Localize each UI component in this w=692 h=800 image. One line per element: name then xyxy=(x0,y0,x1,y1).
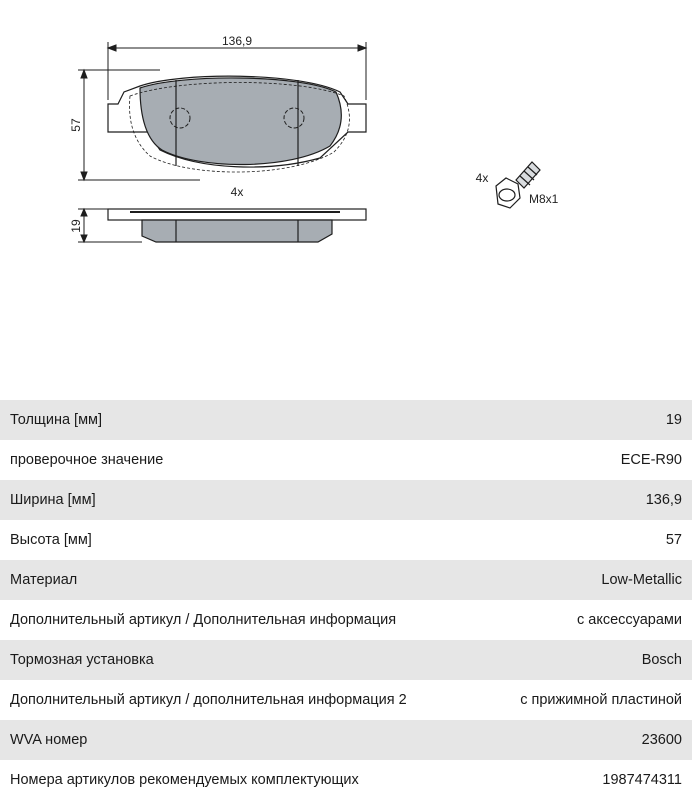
thickness-dimension-label: 19 xyxy=(69,219,83,233)
spec-value: Low-Metallic xyxy=(601,572,682,588)
spec-row-thickness xyxy=(0,400,692,440)
spec-label: Толщина [мм] xyxy=(10,412,103,428)
spec-row-height xyxy=(0,520,692,560)
spec-label: Номера артикулов рекомендуемых комплектующих xyxy=(10,772,359,788)
spec-value: 19 xyxy=(665,412,682,428)
spec-row-additional-info-2 xyxy=(0,680,692,720)
spec-label: Ширина [мм] xyxy=(10,492,96,508)
specifications-table xyxy=(0,400,692,800)
height-dimension-label: 57 xyxy=(69,118,83,132)
spec-value: 57 xyxy=(665,532,682,548)
spec-label: проверочное значение xyxy=(10,452,164,468)
spec-label: Дополнительный артикул / дополнительная информация 2 xyxy=(10,692,407,708)
spec-row-material xyxy=(0,560,692,600)
spec-value: с аксессуарами xyxy=(576,612,682,628)
spec-value: 136,9 xyxy=(645,492,682,508)
spec-value: 1987474311 xyxy=(602,772,682,788)
spec-row-width xyxy=(0,480,692,520)
spec-value: ECE-R90 xyxy=(620,452,682,468)
friction-pad-front xyxy=(140,78,341,165)
friction-pad-side xyxy=(142,220,332,242)
pad-quantity-label: 4x xyxy=(230,185,244,199)
spec-label: Высота [мм] xyxy=(10,532,92,548)
spec-value: 23600 xyxy=(641,732,682,748)
spec-label: Дополнительный артикул / Дополнительная информация xyxy=(10,612,397,628)
spec-row-recommended-parts xyxy=(0,760,692,800)
backing-plate-side xyxy=(108,209,366,220)
spec-row-brake-system xyxy=(0,640,692,680)
spec-value: с прижимной пластиной xyxy=(520,692,682,708)
spec-value: Bosch xyxy=(641,652,682,668)
bolt-quantity-label: 4x xyxy=(475,171,489,185)
width-dimension-label: 136,9 xyxy=(221,34,253,48)
spec-label: Материал xyxy=(10,572,78,588)
spec-row-additional-info xyxy=(0,600,692,640)
spec-row-wva-number xyxy=(0,720,692,760)
spec-row-test-value xyxy=(0,440,692,480)
spec-label: WVA номер xyxy=(10,732,88,748)
spec-label: Тормозная установка xyxy=(10,652,154,668)
bolt-size-label: M8x1 xyxy=(529,192,559,206)
